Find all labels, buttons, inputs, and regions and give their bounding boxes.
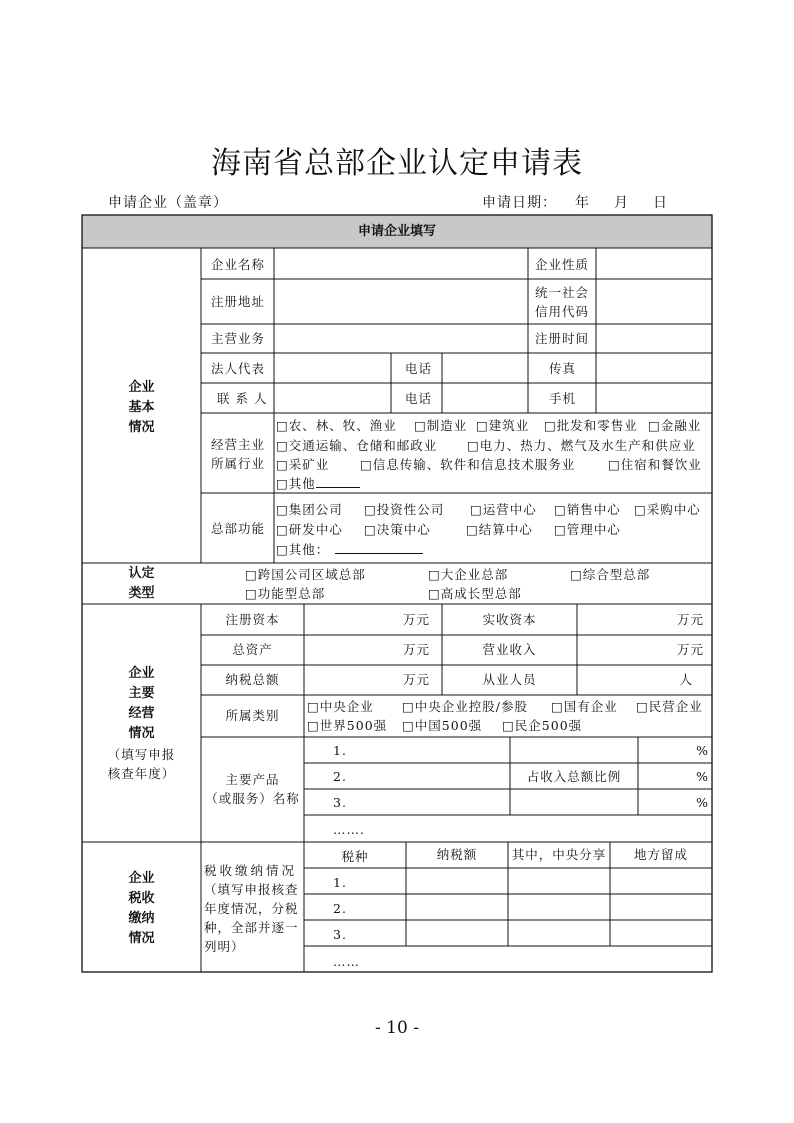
industry-option[interactable]: □信息传输、软件和信息技术服务业 bbox=[360, 457, 576, 472]
category-option[interactable]: □中央企业 bbox=[307, 699, 374, 714]
industry-option[interactable]: □建筑业 bbox=[476, 418, 530, 433]
industry-option[interactable]: □电力、热力、燃气及水生产和供应业 bbox=[467, 438, 696, 453]
date-label: 申请日期： bbox=[482, 195, 557, 211]
industry-option[interactable]: □批发和零售业 bbox=[544, 418, 638, 433]
pct-sign: % bbox=[696, 795, 709, 810]
category-option[interactable]: □民企500强 bbox=[502, 718, 583, 733]
label-products: 主要产品 （或服务）名称 bbox=[205, 772, 300, 806]
label-fax: 传真 bbox=[549, 361, 577, 376]
tax-header: 其中，中央分享 bbox=[511, 847, 607, 862]
label-paid-capital: 实收资本 bbox=[482, 612, 537, 627]
label-main-business: 主营业务 bbox=[211, 331, 266, 346]
label-company-type: 企业性质 bbox=[535, 257, 590, 272]
label-mobile: 手机 bbox=[549, 391, 577, 406]
industry-option[interactable]: □农、林、牧、渔业 bbox=[276, 418, 397, 433]
section-tax: 企业 税收 缴纳 情况 bbox=[128, 871, 155, 946]
label-legal-rep: 法人代表 bbox=[211, 361, 266, 376]
section-ops: 企业 主要 经营 情况 bbox=[128, 666, 155, 741]
label-category: 所属类别 bbox=[225, 708, 280, 723]
year-label: 年 bbox=[575, 195, 590, 211]
label-reg-address: 注册地址 bbox=[211, 294, 266, 309]
hq-option[interactable]: □研发中心 bbox=[276, 522, 343, 537]
label-phone-2: 电话 bbox=[405, 391, 433, 406]
hq-option[interactable]: □运营中心 bbox=[470, 502, 537, 517]
cert-option[interactable]: □综合型总部 bbox=[570, 567, 651, 582]
hq-option[interactable]: □决策中心 bbox=[364, 522, 431, 537]
pct-sign: % bbox=[696, 769, 709, 784]
product-row: 2. bbox=[333, 769, 347, 784]
industry-option-other[interactable]: □其他 bbox=[276, 474, 360, 493]
product-row: 1. bbox=[333, 743, 347, 758]
label-contact: 联 系 人 bbox=[217, 391, 268, 406]
label-total-assets: 总资产 bbox=[232, 642, 273, 657]
product-row: ……. bbox=[333, 822, 365, 837]
unit-wan: 万元 bbox=[402, 672, 430, 687]
category-option[interactable]: □世界500强 bbox=[307, 718, 388, 733]
label-industry: 经营主业 所属行业 bbox=[211, 437, 266, 471]
label-credit-code: 统一社会 信用代码 bbox=[535, 285, 590, 319]
tax-row: …… bbox=[333, 954, 360, 969]
label-reg-time: 注册时间 bbox=[535, 331, 590, 346]
unit-wan: 万元 bbox=[676, 642, 704, 657]
tax-description: 税收缴纳情况 （填写申报核查 年度情况，分税 种，全部并逐一 列明） bbox=[204, 863, 299, 954]
fill-in-band: 申请企业填写 bbox=[357, 224, 436, 239]
pct-sign: % bbox=[696, 743, 709, 758]
section-cert: 认定 类型 bbox=[128, 566, 155, 601]
day-label: 日 bbox=[653, 195, 668, 211]
industry-option[interactable]: □交通运输、仓储和邮政业 bbox=[276, 438, 438, 453]
category-option[interactable]: □中国500强 bbox=[402, 718, 483, 733]
month-label: 月 bbox=[614, 195, 629, 211]
cert-option[interactable]: □大企业总部 bbox=[428, 567, 509, 582]
label-company-name: 企业名称 bbox=[211, 257, 266, 272]
cert-option[interactable]: □高成长型总部 bbox=[428, 586, 522, 601]
hq-option[interactable]: □销售中心 bbox=[554, 502, 621, 517]
unit-wan: 万元 bbox=[402, 642, 430, 657]
other-underline bbox=[335, 541, 423, 554]
cert-option[interactable]: □跨国公司区域总部 bbox=[245, 567, 366, 582]
unit-person: 人 bbox=[679, 672, 693, 687]
page-title: 海南省总部企业认定申请表 bbox=[211, 146, 583, 181]
tax-header: 纳税额 bbox=[436, 847, 478, 862]
label-tax-total: 纳税总额 bbox=[225, 672, 280, 687]
hq-option[interactable]: □管理中心 bbox=[554, 522, 621, 537]
hq-option[interactable]: □结算中心 bbox=[466, 522, 533, 537]
tax-row: 1. bbox=[333, 875, 347, 890]
industry-option[interactable]: □住宿和餐饮业 bbox=[608, 457, 702, 472]
label-employees: 从业人员 bbox=[482, 672, 537, 687]
applicant-label: 申请企业（盖章） bbox=[108, 195, 228, 211]
hq-option[interactable]: □集团公司 bbox=[276, 502, 343, 517]
industry-option[interactable]: □采矿业 bbox=[276, 457, 330, 472]
label-phone: 电话 bbox=[405, 361, 433, 376]
tax-header: 地方留成 bbox=[633, 847, 688, 862]
hq-option[interactable]: □投资性公司 bbox=[364, 502, 445, 517]
tax-row: 2. bbox=[333, 901, 347, 916]
page-number: - 10 - bbox=[375, 1018, 419, 1038]
industry-option[interactable]: □制造业 bbox=[414, 418, 468, 433]
category-option[interactable]: □民营企业 bbox=[636, 699, 703, 714]
tax-row: 3. bbox=[333, 927, 347, 942]
product-row: 3. bbox=[333, 795, 347, 810]
label-hq-function: 总部功能 bbox=[211, 521, 266, 536]
section-basic: 企业 基本 情况 bbox=[128, 380, 155, 435]
label-revenue-share: 占收入总额比例 bbox=[526, 769, 622, 784]
industry-option[interactable]: □金融业 bbox=[648, 418, 702, 433]
hq-option[interactable]: □采购中心 bbox=[634, 502, 701, 517]
unit-wan: 万元 bbox=[676, 612, 704, 627]
cert-option[interactable]: □功能型总部 bbox=[245, 586, 326, 601]
label-reg-capital: 注册资本 bbox=[225, 612, 280, 627]
category-option[interactable]: □中央企业控股/参股 bbox=[402, 699, 529, 714]
ops-note: （填写申报 核查年度） bbox=[107, 747, 176, 781]
hq-option-other[interactable]: □其他： bbox=[276, 540, 423, 559]
tax-header: 税种 bbox=[341, 849, 369, 864]
unit-wan: 万元 bbox=[402, 612, 430, 627]
category-option[interactable]: □国有企业 bbox=[551, 699, 618, 714]
other-underline bbox=[316, 475, 360, 488]
label-revenue: 营业收入 bbox=[482, 642, 537, 657]
